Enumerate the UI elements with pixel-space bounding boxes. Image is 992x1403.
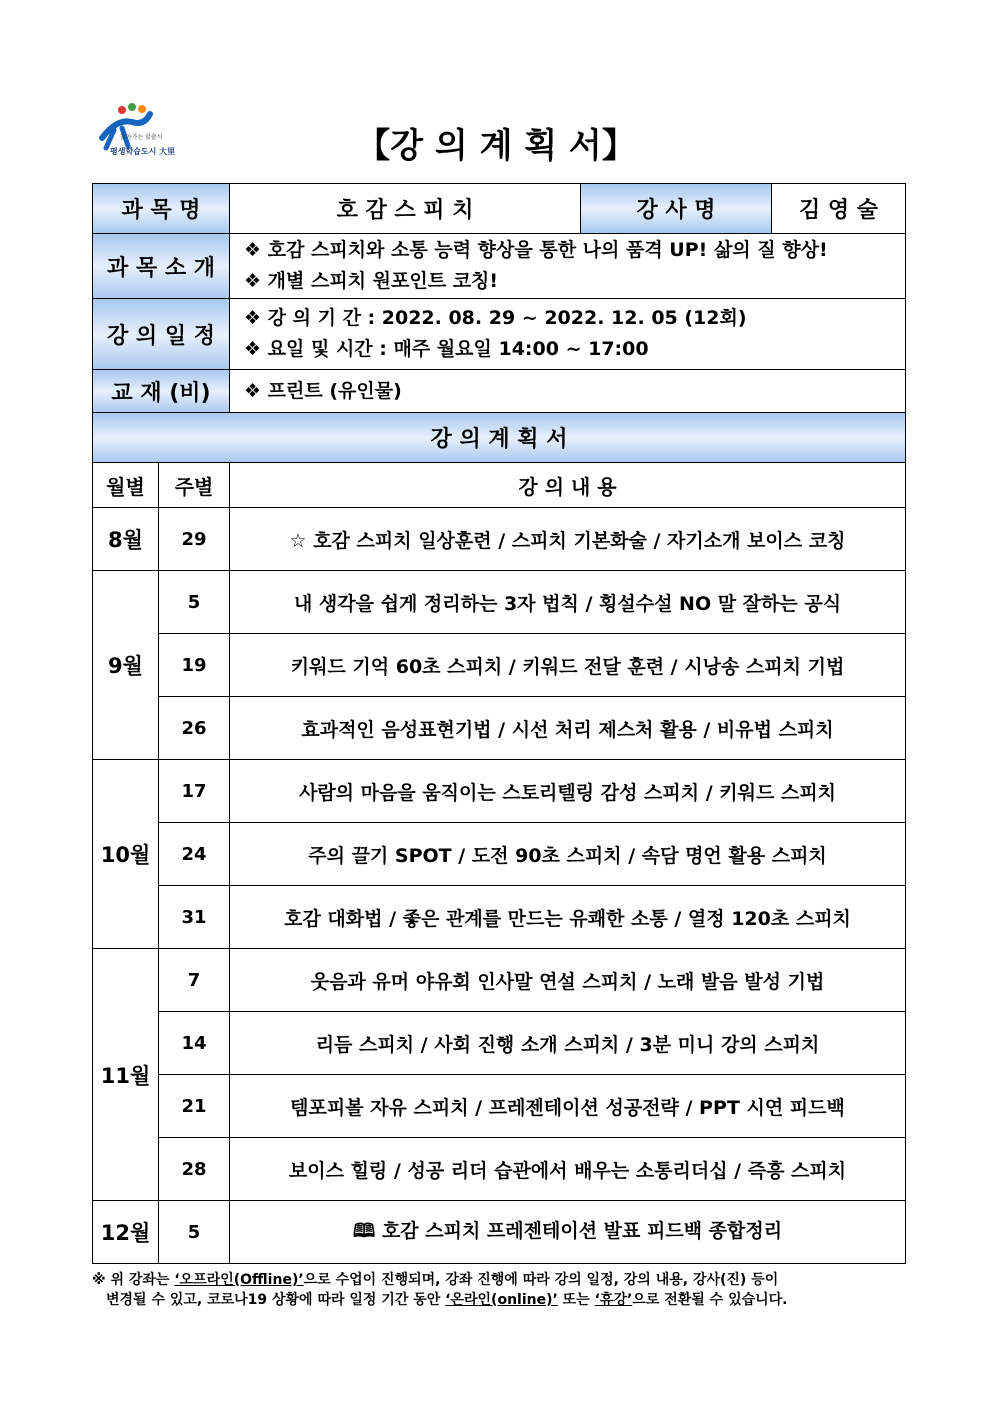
column-header-week: 주별 [159, 463, 230, 508]
lecture-content: 주의 끌기 SPOT / 도전 90초 스피치 / 속담 명언 활용 스피치 [230, 823, 906, 886]
week-cell: 28 [159, 1138, 230, 1201]
logo-name: 평생학습도시 大里 [110, 147, 176, 156]
lecture-content: 🕮 호감 스피치 프레젠테이션 발표 피드백 종합정리 [230, 1201, 906, 1264]
week-cell: 14 [159, 1012, 230, 1075]
course-value: 호 감 스 피 치 [230, 184, 581, 234]
month-cell: 12월 [93, 1201, 159, 1264]
week-cell: 29 [159, 508, 230, 571]
footnote-text: ※ 위 강좌는 [92, 1272, 175, 1288]
material-value: ❖ 프린트 (유인물) [230, 370, 906, 413]
week-cell: 17 [159, 760, 230, 823]
lecture-content: 템포피볼 자유 스피치 / 프레젠테이션 성공전략 / PPT 시연 피드백 [230, 1075, 906, 1138]
lecture-content: 키워드 기억 60초 스피치 / 키워드 전달 훈련 / 시낭송 스피치 기법 [230, 634, 906, 697]
material-label: 교 재 (비) [93, 370, 230, 413]
plan-section-title: 강 의 계 획 서 [93, 413, 906, 463]
lecture-content: 효과적인 음성표현기법 / 시선 처리 제스처 활용 / 비유법 스피치 [230, 697, 906, 760]
column-header-content: 강 의 내 용 [230, 463, 906, 508]
lecture-content: 웃음과 유머 야유회 인사말 연설 스피치 / 노래 발음 발성 기법 [230, 949, 906, 1012]
month-cell: 9월 [93, 571, 159, 760]
footnote-text: 변경될 수 있고, 코로나19 상황에 따라 일정 기간 동안 [106, 1292, 446, 1308]
week-cell: 19 [159, 634, 230, 697]
lecture-content: 리듬 스피치 / 사회 진행 소개 스피치 / 3분 미니 강의 스피치 [230, 1012, 906, 1075]
week-cell: 5 [159, 571, 230, 634]
week-cell: 24 [159, 823, 230, 886]
schedule-line: ❖ 요일 및 시간 : 매주 월요일 14:00 ~ 17:00 [244, 338, 649, 360]
intro-line: ❖ 호감 스피치와 소통 능력 향상을 통한 나의 품격 UP! 삶의 질 향상! [244, 239, 828, 261]
page-title: 【강 의 계 획 서】 [356, 126, 636, 166]
column-header-month: 월별 [93, 463, 159, 508]
course-label: 과 목 명 [93, 184, 230, 234]
schedule-value [230, 299, 906, 370]
week-cell: 31 [159, 886, 230, 949]
week-cell: 7 [159, 949, 230, 1012]
footnote [92, 1270, 912, 1310]
week-cell: 5 [159, 1201, 230, 1264]
instructor-label: 강 사 명 [581, 184, 772, 234]
lecture-plan-table [92, 183, 906, 1264]
footnote-offline: ‘오프라인(Offline)’ [174, 1272, 304, 1288]
logo-tagline: 찾아가는 맞춤식 [120, 134, 163, 141]
month-cell: 8월 [93, 508, 159, 571]
month-cell: 11월 [93, 949, 159, 1201]
lecture-content: 사람의 마음을 움직이는 스토리텔링 감성 스피치 / 키워드 스피치 [230, 760, 906, 823]
week-cell: 21 [159, 1075, 230, 1138]
footnote-text: 으로 수업이 진행되며, 강좌 진행에 따라 강의 일정, 강의 내용, 강사(진) 등이 [303, 1272, 779, 1288]
intro-value [230, 234, 906, 299]
footnote-closure: ‘휴강’ [594, 1292, 633, 1308]
footnote-text: 또는 [557, 1292, 595, 1308]
lecture-content: 보이스 힐링 / 성공 리더 습관에서 배우는 소통리더십 / 즉흥 스피치 [230, 1138, 906, 1201]
instructor-value: 김 영 술 [772, 184, 906, 234]
footnote-online: ‘온라인(online)’ [445, 1292, 558, 1308]
intro-line: ❖ 개별 스피치 원포인트 코칭! [244, 270, 499, 292]
lecture-content: 내 생각을 쉽게 정리하는 3자 법칙 / 횡설수설 NO 말 잘하는 공식 [230, 571, 906, 634]
lecture-content: 호감 대화법 / 좋은 관계를 만드는 유쾌한 소통 / 열정 120초 스피치 [230, 886, 906, 949]
schedule-line: ❖ 강 의 기 간 : 2022. 08. 29 ~ 2022. 12. 05 (12회) [244, 307, 747, 329]
week-cell: 26 [159, 697, 230, 760]
lecture-content: ☆ 호감 스피치 일상훈련 / 스피치 기본화술 / 자기소개 보이스 코칭 [230, 508, 906, 571]
intro-label: 과 목 소 개 [93, 234, 230, 299]
month-cell: 10월 [93, 760, 159, 949]
schedule-label: 강 의 일 정 [93, 299, 230, 370]
footnote-text: 으로 전환될 수 있습니다. [632, 1292, 788, 1308]
